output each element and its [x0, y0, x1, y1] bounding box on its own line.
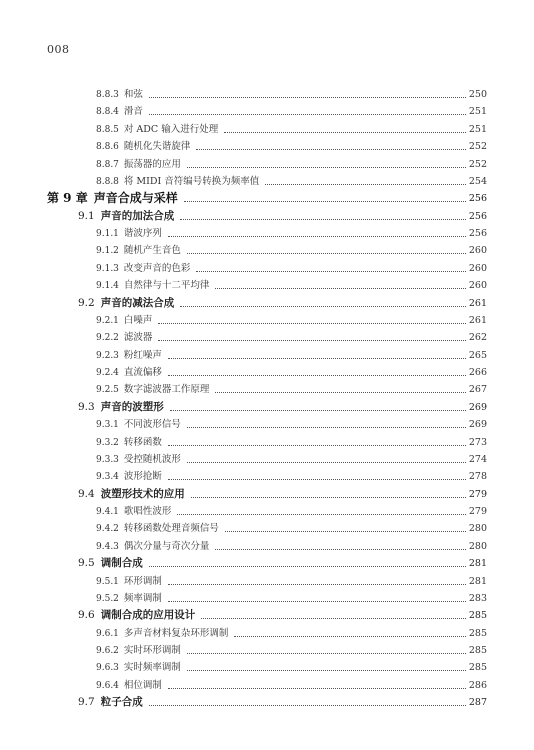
toc-entry-title: 滤波器	[123, 332, 153, 344]
toc-dot-leader	[187, 427, 466, 428]
toc-entry-number: 9.7	[78, 696, 95, 709]
toc-entry-number: 9.5.2	[96, 593, 119, 604]
toc-page-number: 261	[468, 297, 487, 309]
toc-entry-label	[96, 677, 162, 695]
toc-entry-number: 9.2	[78, 296, 95, 309]
toc-entry-title: 将 MIDI 音符编号转换为频率值	[123, 175, 260, 187]
toc-entry-label	[96, 590, 162, 608]
toc-entry-title: 谐波序列	[123, 228, 162, 239]
toc-subsection	[0, 468, 534, 485]
toc-dot-leader	[168, 445, 466, 446]
toc-page-number: 267	[468, 384, 487, 396]
toc-entry-number: 9.1.2	[96, 246, 119, 257]
toc-page-number: 256	[468, 210, 487, 222]
toc-dot-leader	[215, 549, 466, 550]
toc-entry-label	[78, 486, 185, 503]
toc-entry-label	[78, 694, 143, 711]
toc-entry-number: 9.4.1	[96, 507, 119, 517]
toc-page-number: 262	[468, 332, 487, 344]
toc-page-number: 278	[468, 471, 487, 483]
toc-entry-label	[96, 242, 181, 260]
toc-entry-number: 8.8.8	[96, 176, 119, 187]
toc-dot-leader	[196, 271, 466, 272]
toc-dot-leader	[187, 167, 466, 168]
toc-entry-label	[96, 277, 209, 295]
toc-entry-number: 9.1.1	[96, 229, 119, 239]
toc-entry-label	[96, 86, 143, 104]
toc-page-number: 279	[468, 488, 487, 500]
toc-subsection	[0, 225, 534, 242]
toc-entry-number: 8.8.4	[96, 107, 119, 118]
toc-subsection	[0, 329, 534, 346]
toc-entry-label	[96, 625, 228, 643]
toc-dot-leader	[187, 653, 466, 654]
toc-entry-label	[78, 399, 164, 416]
toc-subsection	[0, 364, 534, 381]
toc-entry-title: 转移函数处理音频信号	[123, 523, 219, 535]
toc-subsection	[0, 277, 534, 294]
toc-entry-label	[47, 190, 178, 207]
toc-dot-leader	[158, 340, 466, 341]
toc-page-number: 254	[468, 175, 487, 187]
toc-page-number: 273	[468, 436, 487, 448]
toc-entry-label	[96, 260, 190, 278]
toc-entry-title: 粒子合成	[100, 696, 143, 709]
toc-page-number: 285	[468, 627, 487, 639]
toc-entry-label	[96, 573, 162, 591]
toc-dot-leader	[168, 688, 466, 689]
toc-subsection	[0, 451, 534, 468]
toc-subsection	[0, 121, 534, 138]
toc-entry-title: 声音的加法合成	[100, 209, 175, 222]
toc-page-number: 286	[468, 679, 487, 691]
toc-entry-number: 9.6.3	[96, 663, 119, 674]
toc-entry-label	[96, 416, 181, 434]
toc-entry-number: 9.2.5	[96, 385, 119, 396]
toc-entry-label	[96, 138, 190, 156]
toc-entry-number: 9.1.4	[96, 281, 119, 292]
toc-entry-title: 数字滤波器工作原理	[123, 384, 210, 396]
toc-entry-number: 9.1.3	[96, 263, 119, 274]
toc-subsection	[0, 242, 534, 259]
toc-section	[0, 555, 534, 572]
toc-subsection	[0, 173, 534, 190]
toc-subsection	[0, 381, 534, 398]
toc-entry-number: 9.6.4	[96, 680, 119, 691]
toc-dot-leader	[149, 114, 466, 115]
toc-entry-title: 多声音材料复杂环形调制	[123, 627, 229, 639]
toc-dot-leader	[168, 479, 466, 480]
toc-dot-leader	[201, 618, 466, 619]
toc-entry-number: 9.4	[78, 487, 95, 500]
toc-entry-number: 9.1	[78, 209, 95, 222]
toc-section	[0, 399, 534, 416]
toc-entry-number: 9.3.3	[96, 454, 119, 465]
toc-dot-leader	[187, 670, 466, 671]
toc-entry-title: 实时环形调制	[123, 645, 181, 656]
toc-page-number: 280	[468, 523, 487, 535]
toc-subsection	[0, 625, 534, 642]
toc-page-number: 260	[468, 245, 487, 257]
toc-section	[0, 208, 534, 225]
toc-entry-label	[96, 364, 162, 382]
toc-page-number: 269	[468, 419, 487, 431]
toc-subsection	[0, 347, 534, 364]
toc-page-number: 274	[468, 453, 487, 465]
toc-page-number: 261	[468, 314, 487, 326]
toc-entry-title: 环形调制	[123, 575, 162, 587]
toc-subsection	[0, 156, 534, 173]
toc-entry-number: 8.8.3	[96, 90, 119, 100]
toc-entry-label	[96, 503, 171, 521]
toc-entry-number: 9.6	[78, 609, 95, 622]
toc-entry-title: 自然律与十二平均律	[123, 280, 210, 292]
toc-entry-title: 声音合成与采样	[93, 191, 178, 206]
toc-entry-number: 9.4.3	[96, 541, 119, 552]
toc-dot-leader	[177, 514, 466, 515]
toc-entry-title: 粉红噪声	[123, 349, 162, 361]
toc-subsection	[0, 103, 534, 120]
toc-entry-title: 随机化失谐旋律	[123, 141, 191, 153]
toc-entry-label	[96, 468, 162, 486]
toc-subsection	[0, 138, 534, 155]
toc-entry-label	[96, 173, 259, 191]
toc-entry-title: 白噪声	[123, 314, 153, 326]
toc-entry-title: 受控随机波形	[123, 453, 181, 465]
toc-subsection	[0, 590, 534, 607]
toc-entry-label	[96, 451, 181, 469]
toc-subsection	[0, 434, 534, 451]
toc-entry-number: 9.5.1	[96, 576, 119, 587]
toc-entry-number: 9.4.2	[96, 524, 119, 535]
toc-entry-label	[96, 434, 162, 452]
toc-entry-title: 对 ADC 输入进行处理	[123, 123, 219, 135]
toc-dot-leader	[224, 132, 466, 133]
toc-dot-leader	[180, 219, 466, 220]
toc-dot-leader	[168, 236, 466, 237]
toc-entry-label	[96, 312, 152, 330]
toc-section	[0, 607, 534, 624]
toc-page-number: 250	[468, 89, 487, 100]
toc-subsection	[0, 677, 534, 694]
toc-dot-leader	[168, 375, 466, 376]
toc-chapter	[0, 190, 534, 207]
toc-page-number: 256	[468, 193, 487, 205]
toc-subsection	[0, 86, 534, 103]
toc-entry-title: 声音的减法合成	[100, 296, 175, 309]
toc-dot-leader	[191, 497, 466, 498]
toc-entry-number: 9.6.2	[96, 646, 119, 656]
toc-entry-number: 8.8.7	[96, 159, 119, 170]
toc-entry-title: 调制合成的应用设计	[100, 609, 196, 622]
toc-dot-leader	[184, 201, 466, 202]
toc-page-number: 280	[468, 540, 487, 552]
toc-entry-label	[78, 295, 174, 312]
toc-entry-title: 声音的波塑形	[100, 400, 164, 413]
toc-page-number: 265	[468, 349, 487, 361]
toc-entry-label	[96, 520, 219, 538]
table-of-contents	[0, 86, 534, 712]
toc-entry-title: 随机产生音色	[123, 245, 181, 257]
toc-entry-title: 振荡器的应用	[123, 158, 181, 170]
toc-subsection	[0, 503, 534, 520]
toc-page-number: 279	[468, 506, 487, 517]
toc-page-number: 251	[468, 106, 487, 118]
toc-entry-label	[96, 381, 209, 399]
toc-entry-title: 波形抢断	[123, 471, 162, 483]
toc-entry-label	[96, 347, 162, 365]
toc-page-number: 283	[468, 592, 487, 604]
toc-page-number: 281	[468, 575, 487, 587]
toc-entry-number: 第 9 章	[47, 191, 88, 206]
toc-entry-title: 相位调制	[123, 679, 162, 691]
toc-entry-title: 不同波形信号	[123, 419, 181, 431]
toc-entry-title: 实时频率调制	[123, 662, 181, 674]
toc-entry-number: 9.2.1	[96, 315, 119, 326]
toc-dot-leader	[170, 410, 466, 411]
toc-subsection	[0, 642, 534, 659]
toc-entry-title: 调制合成	[100, 557, 143, 570]
toc-entry-number: 9.2.3	[96, 350, 119, 361]
toc-dot-leader	[149, 97, 466, 98]
toc-subsection	[0, 416, 534, 433]
toc-dot-leader	[234, 636, 466, 637]
toc-page-number: 251	[468, 123, 487, 135]
toc-page-number: 256	[468, 228, 487, 239]
toc-page-number: 285	[468, 645, 487, 656]
toc-page-number: 269	[468, 401, 487, 413]
toc-dot-leader	[149, 566, 466, 567]
toc-entry-title: 滑音	[123, 106, 143, 118]
toc-entry-title: 和弦	[123, 89, 143, 100]
toc-page-number: 260	[468, 262, 487, 274]
toc-section	[0, 694, 534, 711]
toc-dot-leader	[215, 392, 466, 393]
toc-section	[0, 486, 534, 503]
toc-entry-label	[96, 225, 162, 243]
toc-subsection	[0, 538, 534, 555]
toc-page-number: 252	[468, 158, 487, 170]
toc-entry-number: 9.2.2	[96, 333, 119, 344]
toc-entry-label	[96, 156, 181, 174]
toc-dot-leader	[187, 462, 466, 463]
toc-subsection	[0, 659, 534, 676]
toc-entry-number: 9.3	[78, 400, 95, 413]
toc-entry-title: 歌唱性波形	[123, 506, 172, 517]
toc-entry-label	[96, 121, 218, 139]
toc-entry-number: 9.5	[78, 557, 95, 570]
toc-dot-leader	[180, 306, 466, 307]
toc-dot-leader	[168, 358, 466, 359]
toc-dot-leader	[158, 323, 466, 324]
toc-entry-label	[78, 607, 195, 624]
toc-page-number: 281	[468, 558, 487, 570]
toc-entry-title: 改变声音的色彩	[123, 262, 191, 274]
toc-entry-label	[96, 103, 143, 121]
toc-page-number: 285	[468, 662, 487, 674]
toc-dot-leader	[196, 149, 466, 150]
page-number: 008	[47, 43, 70, 56]
toc-page-number: 260	[468, 280, 487, 292]
toc-entry-label	[96, 642, 181, 660]
toc-entry-number: 9.3.4	[96, 472, 119, 483]
toc-entry-label	[78, 555, 143, 572]
toc-entry-title: 频率调制	[123, 592, 162, 604]
toc-entry-number: 9.2.4	[96, 368, 119, 378]
toc-entry-number: 9.3.1	[96, 420, 119, 431]
toc-page-number: 252	[468, 141, 487, 153]
toc-dot-leader	[215, 288, 466, 289]
toc-entry-number: 8.8.5	[96, 124, 119, 135]
toc-dot-leader	[265, 184, 466, 185]
toc-dot-leader	[149, 705, 466, 706]
toc-dot-leader	[225, 531, 466, 532]
toc-entry-number: 9.6.1	[96, 628, 119, 639]
toc-page-number: 287	[468, 697, 487, 709]
toc-subsection	[0, 520, 534, 537]
toc-page-number: 285	[468, 610, 487, 622]
toc-subsection	[0, 260, 534, 277]
toc-entry-label	[78, 208, 174, 225]
toc-page-number: 266	[468, 367, 487, 378]
toc-entry-title: 偶次分量与奇次分量	[123, 540, 210, 552]
toc-subsection	[0, 312, 534, 329]
toc-dot-leader	[168, 601, 466, 602]
toc-subsection	[0, 573, 534, 590]
toc-entry-title: 波塑形技术的应用	[100, 487, 185, 500]
toc-entry-number: 9.3.2	[96, 437, 119, 448]
toc-entry-label	[96, 538, 209, 556]
toc-entry-label	[96, 659, 181, 677]
toc-dot-leader	[168, 584, 466, 585]
toc-dot-leader	[187, 253, 466, 254]
toc-entry-label	[96, 329, 152, 347]
toc-section	[0, 295, 534, 312]
toc-entry-title: 转移函数	[123, 436, 162, 448]
toc-entry-number: 8.8.6	[96, 142, 119, 153]
toc-entry-title: 直流偏移	[123, 367, 162, 378]
